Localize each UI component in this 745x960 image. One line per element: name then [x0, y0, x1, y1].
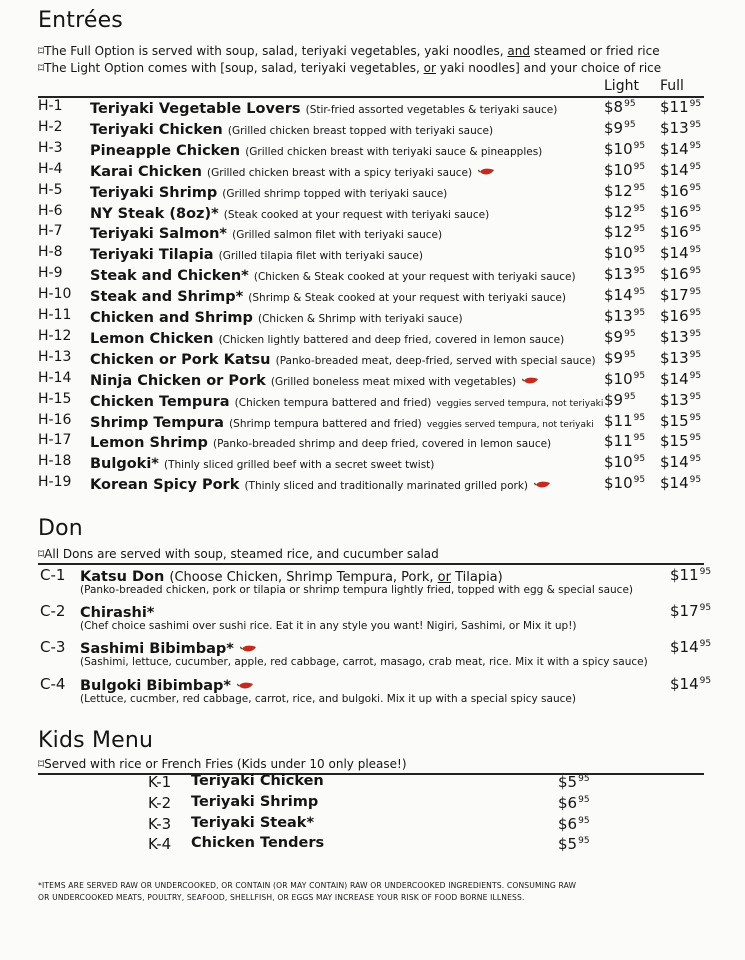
item-name: Steak and Shrimp* — [90, 289, 244, 306]
price-cents: 95 — [624, 119, 636, 130]
price-dollars: $11 — [670, 566, 699, 584]
note-text: steamed or fried rice — [529, 44, 660, 58]
price-cents: 95 — [689, 391, 702, 402]
price-dollars: $16 — [660, 181, 689, 200]
price-dollars: $14 — [670, 674, 699, 693]
item-name: Teriyaki Shrimp — [191, 793, 319, 810]
kids-price — [558, 773, 590, 791]
item-code: C-4 — [40, 674, 66, 693]
kids-price — [558, 794, 590, 812]
price-cents: 95 — [689, 308, 702, 318]
full-price — [660, 182, 701, 200]
price-cents: 95 — [689, 99, 702, 109]
light-price — [604, 161, 645, 179]
item-code: H-18 — [38, 453, 72, 470]
full-price — [660, 328, 701, 346]
price-cents: 95 — [633, 224, 646, 235]
square-bullet-icon: ⌑ — [38, 44, 45, 58]
item-description: (Thinly sliced grilled beef with a secret sweet twist) — [163, 459, 435, 472]
price-dollars: $13 — [604, 265, 633, 284]
full-price — [660, 98, 701, 116]
price-dollars: $14 — [660, 139, 689, 158]
price-cents: 95 — [633, 475, 646, 486]
price-dollars: $16 — [660, 223, 689, 242]
price-dollars: $14 — [670, 638, 699, 657]
item-description: (Grilled chicken breast with teriyaki sauce & pineapples) — [245, 145, 543, 158]
item-description: (Stir-fried assorted vegetables & teriyaki sauce) — [305, 104, 558, 116]
item-description: (Chicken & Steak cooked at your request with teriyaki sauce) — [253, 271, 576, 284]
price-cents: 95 — [699, 639, 712, 650]
note-underlined: and — [507, 44, 530, 58]
full-price — [660, 307, 701, 325]
price-dollars: $14 — [660, 244, 689, 263]
item-code: H-1 — [38, 98, 63, 114]
item-description: (Grilled shrimp topped with teriyaki sauce) — [222, 187, 448, 200]
item-name: Katsu Don — [80, 569, 165, 585]
price-cents: 95 — [689, 475, 702, 486]
kids-price — [558, 815, 590, 833]
price-dollars: $11 — [604, 432, 633, 451]
price-cents: 95 — [689, 287, 702, 298]
light-price — [604, 286, 645, 304]
item-description: (Grilled boneless meat mixed with vegetables) — [270, 375, 517, 388]
don-note — [38, 547, 439, 561]
price-dollars: $17 — [660, 286, 689, 305]
price-cents: 95 — [689, 349, 702, 360]
item-code: H-11 — [38, 307, 72, 323]
don-price — [670, 675, 711, 693]
price-cents: 95 — [689, 245, 702, 256]
price-cents: 95 — [633, 412, 646, 423]
price-cents: 95 — [633, 308, 646, 318]
item-choice — [169, 570, 502, 585]
item-code: H-3 — [38, 139, 63, 156]
item-description: (Chicken tempura battered and fried) — [234, 396, 432, 409]
price-dollars: $14 — [660, 160, 689, 179]
price-cents: 95 — [699, 675, 712, 686]
price-dollars: $11 — [660, 98, 689, 116]
price-dollars: $12 — [604, 202, 633, 221]
don-price — [670, 638, 711, 656]
item-name: Teriyaki Shrimp — [90, 184, 218, 201]
don-price — [670, 602, 711, 620]
item-name: Chirashi* — [80, 605, 155, 622]
item-code: K-2 — [148, 793, 172, 812]
price-cents: 95 — [624, 328, 636, 339]
price-cents: 95 — [699, 567, 712, 577]
item-code: C-1 — [40, 566, 66, 584]
item-description: (Shrimp & Steak cooked at your request with teriyaki sauce) — [248, 292, 566, 305]
item-name: Teriyaki Chicken — [191, 773, 324, 789]
light-price — [604, 307, 645, 325]
price-cents: 95 — [689, 433, 702, 444]
note-text: yaki noodles] and your choice of rice — [435, 61, 662, 75]
item-description: (Grilled tilapia filet with teriyaki sauce) — [218, 250, 423, 263]
light-column-header: Light — [604, 78, 639, 94]
price-dollars: $14 — [660, 369, 689, 388]
light-price — [604, 328, 636, 346]
item-code: H-15 — [38, 390, 72, 407]
item-description: (Grilled chicken breast with a spicy teriyaki sauce) — [207, 166, 473, 179]
item-extra-note: veggies served tempura, not teriyaki — [436, 398, 604, 409]
item-code: C-3 — [40, 638, 66, 657]
full-price — [660, 223, 701, 241]
light-option-note — [38, 61, 661, 75]
price-cents: 95 — [689, 328, 702, 339]
item-description: (Panko-breaded shrimp and deep fried, covered in lemon sauce) — [212, 438, 552, 451]
item-description: (Chef choice sashimi over sushi rice. Eat it in any style you want! Nigiri, Sashimi, or Mix it up!) — [80, 620, 577, 633]
full-option-note — [38, 44, 660, 58]
item-name: Ninja Chicken or Pork — [90, 372, 266, 389]
item-code: H-4 — [38, 160, 63, 177]
price-dollars: $5 — [558, 773, 578, 791]
don-title: Don — [38, 516, 83, 541]
price-cents: 95 — [699, 603, 712, 614]
price-cents: 95 — [689, 412, 702, 423]
kids-title: Kids Menu — [38, 728, 154, 753]
item-name: NY Steak (8oz)* — [90, 205, 219, 222]
price-cents: 95 — [689, 203, 702, 214]
price-dollars: $16 — [660, 307, 689, 325]
disclaimer-line: OR UNDERCOOKED MEATS, POULTRY, SEAFOOD, SHELLFISH, OR EGGS MAY INCREASE YOUR RISK OF FOOD BORNE ILLNESS. — [38, 893, 525, 902]
item-code: H-9 — [38, 265, 63, 282]
chili-pepper-icon — [237, 676, 255, 686]
price-cents: 95 — [689, 370, 702, 381]
price-dollars: $16 — [660, 202, 689, 221]
price-dollars: $10 — [604, 369, 633, 388]
price-cents: 95 — [633, 433, 646, 444]
price-dollars: $9 — [604, 390, 624, 409]
item-name: Korean Spicy Pork — [90, 477, 240, 494]
price-dollars: $8 — [604, 98, 624, 116]
full-price — [660, 203, 701, 221]
choice-text: (Choose Chicken, Shrimp Tempura, Pork, — [169, 570, 438, 585]
item-description: (Chicken & Shrimp with teriyaki sauce) — [258, 313, 463, 325]
item-code: H-17 — [38, 432, 72, 449]
price-cents: 95 — [689, 119, 702, 130]
item-description: (Panko-breaded chicken, pork or tilapia or shrimp tempura lightly fried, topped with egg & special sauce) — [80, 584, 634, 596]
full-price — [660, 453, 701, 471]
item-code: H-14 — [38, 369, 72, 386]
item-code: K-1 — [148, 773, 172, 791]
price-cents: 95 — [624, 349, 636, 360]
chili-pepper-icon — [522, 371, 540, 381]
price-dollars: $6 — [558, 793, 578, 812]
item-code: H-8 — [38, 244, 63, 261]
full-column-header: Full — [660, 78, 684, 94]
price-cents: 95 — [633, 140, 646, 151]
price-dollars: $10 — [604, 453, 633, 472]
price-cents: 95 — [624, 99, 636, 109]
square-bullet-icon: ⌑ — [38, 547, 45, 561]
item-description: (Grilled salmon filet with teriyaki sauce) — [232, 229, 443, 242]
price-cents: 95 — [578, 794, 590, 805]
don-divider — [38, 563, 704, 565]
full-price — [660, 474, 701, 492]
note-text: Served with rice or French Fries (Kids under 10 only please!) — [44, 757, 407, 771]
footer-disclaimer — [38, 880, 576, 904]
don-price — [670, 566, 711, 584]
item-name: Chicken and Shrimp — [90, 310, 253, 326]
choice-underlined: or — [437, 570, 451, 585]
note-text: The Full Option is served with soup, salad, teriyaki vegetables, yaki noodles, — [44, 44, 508, 58]
price-cents: 95 — [578, 774, 590, 784]
price-dollars: $10 — [604, 474, 633, 493]
price-cents: 95 — [689, 140, 702, 151]
price-cents: 95 — [633, 203, 646, 214]
price-dollars: $12 — [604, 181, 633, 200]
price-cents: 95 — [689, 182, 702, 193]
price-cents: 95 — [633, 161, 646, 172]
item-name: Pineapple Chicken — [90, 142, 241, 159]
choice-text: Tilapia) — [450, 570, 503, 585]
item-description: (Thinly sliced and traditionally marinated grilled pork) — [244, 480, 529, 493]
price-dollars: $13 — [660, 118, 689, 137]
price-dollars: $5 — [558, 835, 578, 854]
price-cents: 95 — [689, 161, 702, 172]
price-dollars: $14 — [660, 453, 689, 472]
item-name: Chicken or Pork Katsu — [90, 351, 271, 368]
item-name: Lemon Chicken — [90, 330, 214, 347]
note-text: All Dons are served with soup, steamed rice, and cucumber salad — [44, 547, 439, 561]
kids-divider — [38, 773, 704, 775]
item-description: (Grilled chicken breast topped with teriyaki sauce) — [227, 124, 494, 137]
full-price — [660, 119, 701, 137]
price-cents: 95 — [578, 815, 590, 826]
price-dollars: $9 — [604, 118, 624, 137]
item-name: Shrimp Tempura — [90, 414, 224, 431]
item-code: K-3 — [148, 814, 172, 833]
chili-pepper-icon — [534, 475, 552, 485]
price-dollars: $13 — [604, 307, 633, 325]
item-name: Chicken Tempura — [90, 393, 230, 410]
price-dollars: $11 — [604, 411, 633, 430]
note-text: The Light Option comes with [soup, salad, teriyaki vegetables, — [44, 61, 424, 75]
item-name: Teriyaki Tilapia — [90, 247, 214, 264]
light-price — [604, 370, 645, 388]
light-price — [604, 203, 645, 221]
price-dollars: $16 — [660, 265, 689, 284]
full-price — [660, 244, 701, 262]
item-code: H-13 — [38, 348, 72, 365]
item-name: Teriyaki Salmon* — [90, 226, 227, 243]
item-code: H-2 — [38, 118, 63, 135]
full-price — [660, 265, 701, 283]
full-price — [660, 432, 701, 450]
price-dollars: $10 — [604, 244, 633, 263]
price-dollars: $10 — [604, 160, 633, 179]
item-code: H-16 — [38, 411, 72, 428]
item-description: (Panko-breaded meat, deep-fried, served with special sauce) — [275, 354, 596, 367]
item-name: Sashimi Bibimbap* — [80, 641, 234, 658]
price-dollars: $17 — [670, 602, 699, 621]
price-cents: 95 — [633, 182, 646, 193]
item-code: H-6 — [38, 202, 63, 219]
price-dollars: $13 — [660, 348, 689, 367]
item-name: Teriyaki Steak* — [191, 814, 315, 831]
price-dollars: $6 — [558, 814, 578, 833]
entrees-title: Entrées — [38, 8, 123, 33]
kids-note — [38, 757, 407, 771]
light-price — [604, 453, 645, 471]
price-cents: 95 — [633, 266, 646, 277]
price-cents: 95 — [633, 454, 646, 465]
price-dollars: $12 — [604, 223, 633, 242]
item-code: K-4 — [148, 835, 172, 854]
light-price — [604, 244, 645, 262]
price-dollars: $14 — [660, 474, 689, 493]
price-cents: 95 — [633, 245, 646, 256]
full-price — [660, 391, 701, 409]
full-price — [660, 161, 701, 179]
item-code: H-10 — [38, 286, 72, 303]
item-description: (Shrimp tempura battered and fried) — [229, 417, 422, 430]
item-code: H-12 — [38, 327, 72, 344]
price-cents: 95 — [578, 836, 590, 847]
full-price — [660, 286, 701, 304]
item-name: Teriyaki Vegetable Lovers — [90, 101, 301, 117]
light-price — [604, 265, 645, 283]
price-cents: 95 — [689, 266, 702, 277]
price-dollars: $15 — [660, 411, 689, 430]
price-dollars: $9 — [604, 327, 624, 346]
light-price — [604, 391, 636, 409]
kids-price — [558, 835, 590, 853]
full-price — [660, 140, 701, 158]
chili-pepper-icon — [478, 162, 496, 172]
item-name: Teriyaki Chicken — [90, 121, 223, 138]
price-dollars: $13 — [660, 327, 689, 346]
square-bullet-icon: ⌑ — [38, 61, 45, 75]
full-price — [660, 370, 701, 388]
item-description: (Sashimi, lettuce, cucumber, apple, red cabbage, carrot, masago, crab meat, rice. Mix it with a spicy sauce) — [80, 656, 648, 669]
chili-pepper-icon — [240, 639, 258, 649]
price-cents: 95 — [633, 370, 646, 381]
price-dollars: $10 — [604, 139, 633, 158]
price-dollars: $13 — [660, 390, 689, 409]
disclaimer-line: *ITEMS ARE SERVED RAW OR UNDERCOOKED, OR CONTAIN (OR MAY CONTAIN) RAW OR UNDERCOOKED INGREDIENTS. CONSUMING RAW — [38, 881, 577, 890]
full-price — [660, 412, 701, 430]
item-name: Lemon Shrimp — [90, 435, 208, 452]
item-name: Bulgoki Bibimbap* — [80, 677, 231, 694]
item-name: Bulgoki* — [90, 456, 159, 473]
item-extra-note: veggies served tempura, not teriyaki — [426, 419, 594, 430]
price-cents: 95 — [689, 454, 702, 465]
item-description: (Steak cooked at your request with teriyaki sauce) — [223, 208, 490, 221]
full-price — [660, 349, 701, 367]
light-price — [604, 349, 636, 367]
price-cents: 95 — [633, 287, 646, 298]
square-bullet-icon: ⌑ — [38, 757, 45, 771]
price-cents: 95 — [624, 391, 636, 402]
price-dollars: $14 — [604, 286, 633, 305]
item-description: (Lettuce, cucmber, red cabbage, carrot, rice, and bulgoki. Mix it up with a special spicy sauce) — [80, 692, 576, 705]
item-code: H-19 — [38, 474, 72, 491]
light-price — [604, 412, 645, 430]
item-description: (Chicken lightly battered and deep fried, covered in lemon sauce) — [218, 333, 565, 346]
item-name: Karai Chicken — [90, 163, 202, 180]
item-code: C-2 — [40, 602, 66, 621]
light-price — [604, 182, 645, 200]
price-cents: 95 — [689, 224, 702, 235]
item-code: H-7 — [38, 223, 63, 240]
item-name: Steak and Chicken* — [90, 268, 249, 285]
light-price — [604, 98, 636, 116]
light-price — [604, 223, 645, 241]
price-dollars: $15 — [660, 432, 689, 451]
light-price — [604, 119, 636, 137]
price-dollars: $9 — [604, 348, 624, 367]
light-price — [604, 474, 645, 492]
note-underlined: or — [423, 61, 436, 75]
item-code: H-5 — [38, 181, 63, 198]
light-price — [604, 140, 645, 158]
item-name: Chicken Tenders — [191, 835, 325, 852]
light-price — [604, 432, 645, 450]
